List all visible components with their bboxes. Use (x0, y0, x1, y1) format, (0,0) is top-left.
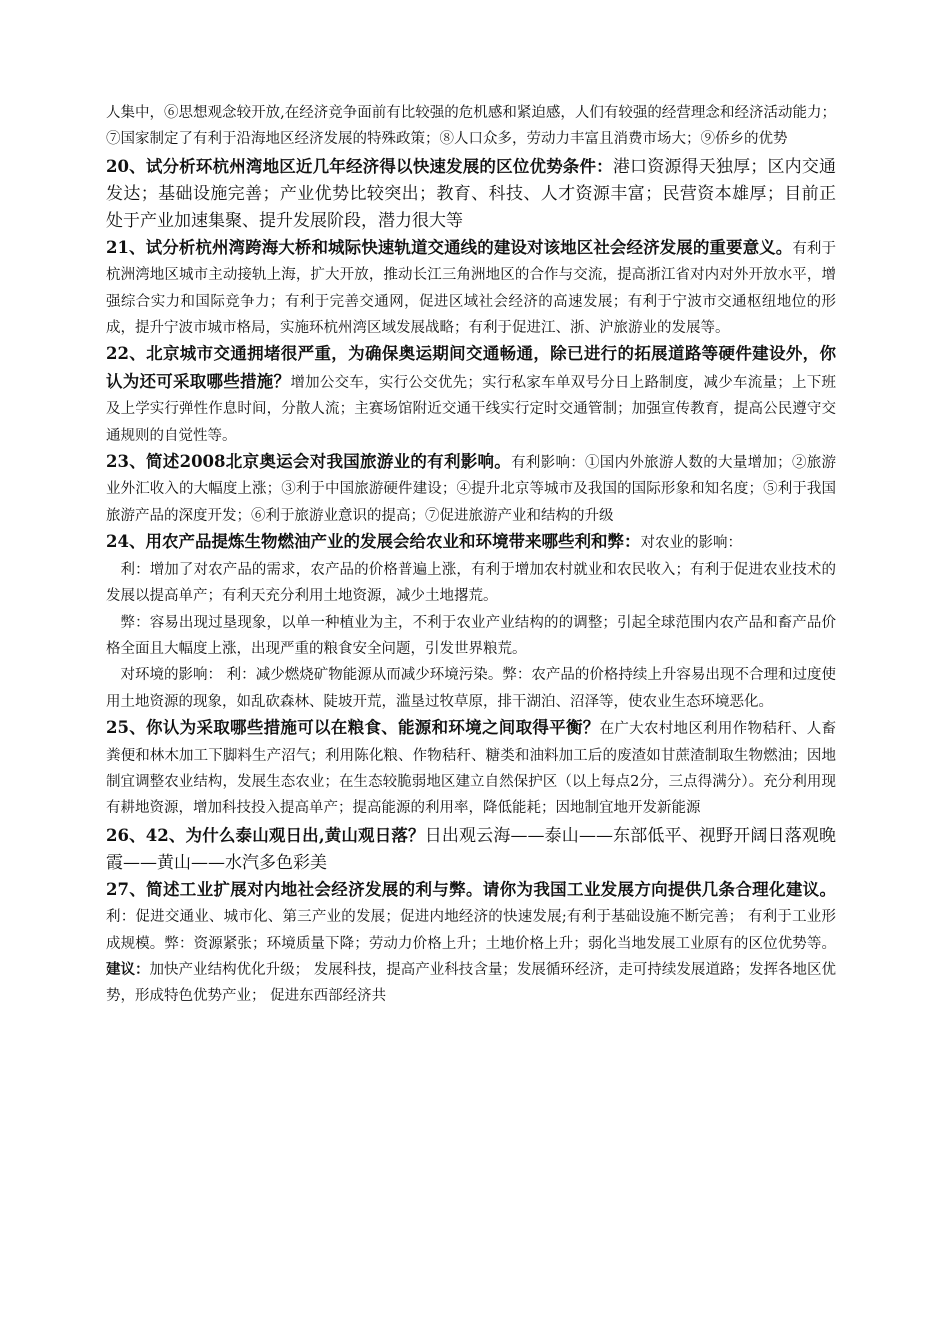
q24-pro: 利：增加了对农产品的需求，农产品的价格普遍上涨，有利于增加农村就业和农民收入；有利于促进农业技术的发展以提高单产；有利天充分利用土地资源，减少土地撂荒。 (106, 561, 836, 605)
q26-answer: 日出观云海——泰山——东部低平、视野开阔日落观晚霞——黄山——水汽多色彩美 (106, 825, 837, 873)
q20-question: 20、试分析环杭州湾地区近几年经济得以快速发展的区位优势条件： (106, 156, 613, 176)
q22-paragraph (106, 341, 836, 449)
q24-env-paragraph (106, 662, 836, 715)
q27-question: 27、简述工业扩展对内地社会经济发展的利与弊。请你为我国工业发展方向提供几条合理化建议。 (106, 879, 836, 899)
q24-con: 弊：容易出现过垦现象，以单一种植业为主，不利于农业产业结构的的调整；引起全球范围内农产品和畜产品价格全面且大幅度上涨，出现严重的粮食安全问题，引发世界粮荒。 (106, 614, 836, 657)
q27-answer-b: 加快产业结构优化升级； 发展科技，提高产业科技含量；发展循环经济，走可持续发展道路；发挥各地区优势，形成特色优势产业； 促进东西部经济共 (106, 961, 837, 1005)
intro-paragraph (106, 100, 836, 153)
q27-advice-label: 建议： (106, 960, 150, 978)
q21-paragraph (106, 235, 836, 342)
q20-answer: 港口资源得天独厚；区内交通发达；基础设施完善；产业优势比较突出；教育、科技、人才资源丰富；民营资本雄厚；目前正处于产业加速集聚、提升发展阶段，潜力很大等 (106, 156, 836, 231)
q23-question: 23、简述2008北京奥运会对我国旅游业的有利影响。 (106, 452, 512, 472)
document-page (106, 100, 836, 1010)
q24-pro-paragraph (106, 557, 836, 610)
q20-paragraph (106, 153, 836, 235)
intro-text: 人集中，⑥思想观念较开放,在经济竞争面前有比较强的危机感和紧迫感，人们有较强的经营理念和经济活动能力；⑦国家制定了有利于沿海地区经济发展的特殊政策；⑧人口众多，劳动力丰富且消费市场大；⑨侨乡的优势 (106, 105, 836, 148)
q27-paragraph (106, 877, 836, 1010)
q22-answer: 增加公交车，实行公交优先；实行私家车单双号分日上路制度，减少车流量；上下班及上学实行弹性作息时间，分散人流；主赛场馆附近交通干线实行定时交通管制；加强宣传教育，提高公民遵守交通规则的自觉性等。 (106, 374, 837, 444)
q25-answer: 在广大农村地区利用作物秸秆、人畜粪便和林木加工下脚料生产沼气；利用陈化粮、作物秸秆、糖类和油料加工后的废渣如甘蔗渣制取生物燃油；因地制宜调整农业结构，发展生态农业；在生态较脆弱地区建立自然保护区（以上每点2分，三点得满分）。充分利用现有耕地资源，增加科技投入提高单产；提高能源的利用率，降低能耗；因地制宜地开发新能源 (106, 721, 837, 817)
q22-question: 22、北京城市交通拥堵很严重，为确保奥运期间交通畅通，除已进行的拓展道路等硬件建设外，你认为还可采取哪些措施？ (106, 344, 836, 391)
q24-answer-lead: 对农业的影响： (640, 535, 742, 552)
q24-paragraph (106, 529, 836, 556)
q23-answer: 有利影响：①国内外旅游人数的大量增加；②旅游业外汇收入的大幅度上涨；③利于中国旅游硬件建设；④提升北京等城市及我国的国际形象和知名度；⑤利于我国旅游产品的深度开发；⑥利于旅游业意识的提高；⑦促进旅游产业和结构的升级 (106, 455, 837, 524)
q25-paragraph (106, 715, 836, 822)
q25-question: 25、你认为采取哪些措施可以在粮食、能源和环境之间取得平衡？ (106, 718, 600, 738)
q24-con-paragraph (106, 610, 836, 663)
q27-answer-a: 利：促进交通业、城市化、第三产业的发展；促进内地经济的快速发展;有利于基础设施不断完善； 有利于工业形成规模。弊：资源紧张；环境质量下降；劳动力价格上升；土地价格上升；弱化当地发展工业原有的区位优势等。 (106, 909, 836, 952)
q21-answer: 有利于杭洲湾地区城市主动接轨上海，扩大开放，推动长江三角洲地区的合作与交流，提高浙江省对内对外开放水平，增强综合实力和国际竞争力；有利于完善交通网，促进区域社会经济的高速发展；有利于宁波市交通枢纽地位的形成，提升宁波市城市格局，实施环杭州湾区域发展战略；有利于促进江、浙、沪旅游业的发展等。 (106, 240, 836, 337)
q23-paragraph (106, 449, 836, 529)
q24-question: 24、用农产品提炼生物燃油产业的发展会给农业和环境带来哪些利和弊： (106, 532, 641, 552)
q26-paragraph (106, 822, 836, 877)
q26-question: 26、42、为什么泰山观日出,黄山观日落？ (106, 825, 425, 845)
q24-env: 对环境的影响： 利：减少燃烧矿物能源从而减少环境污染。弊：农产品的价格持续上升容易出现不合理和过度使用土地资源的现象，如乱砍森林、陡坡开荒，滥垦过牧草原，排干湖泊、沼泽等，使农业生态环境恶化。 (106, 667, 836, 710)
q21-question: 21、试分析杭州湾跨海大桥和城际快速轨道交通线的建设对该地区社会经济发展的重要意义。 (106, 237, 793, 257)
